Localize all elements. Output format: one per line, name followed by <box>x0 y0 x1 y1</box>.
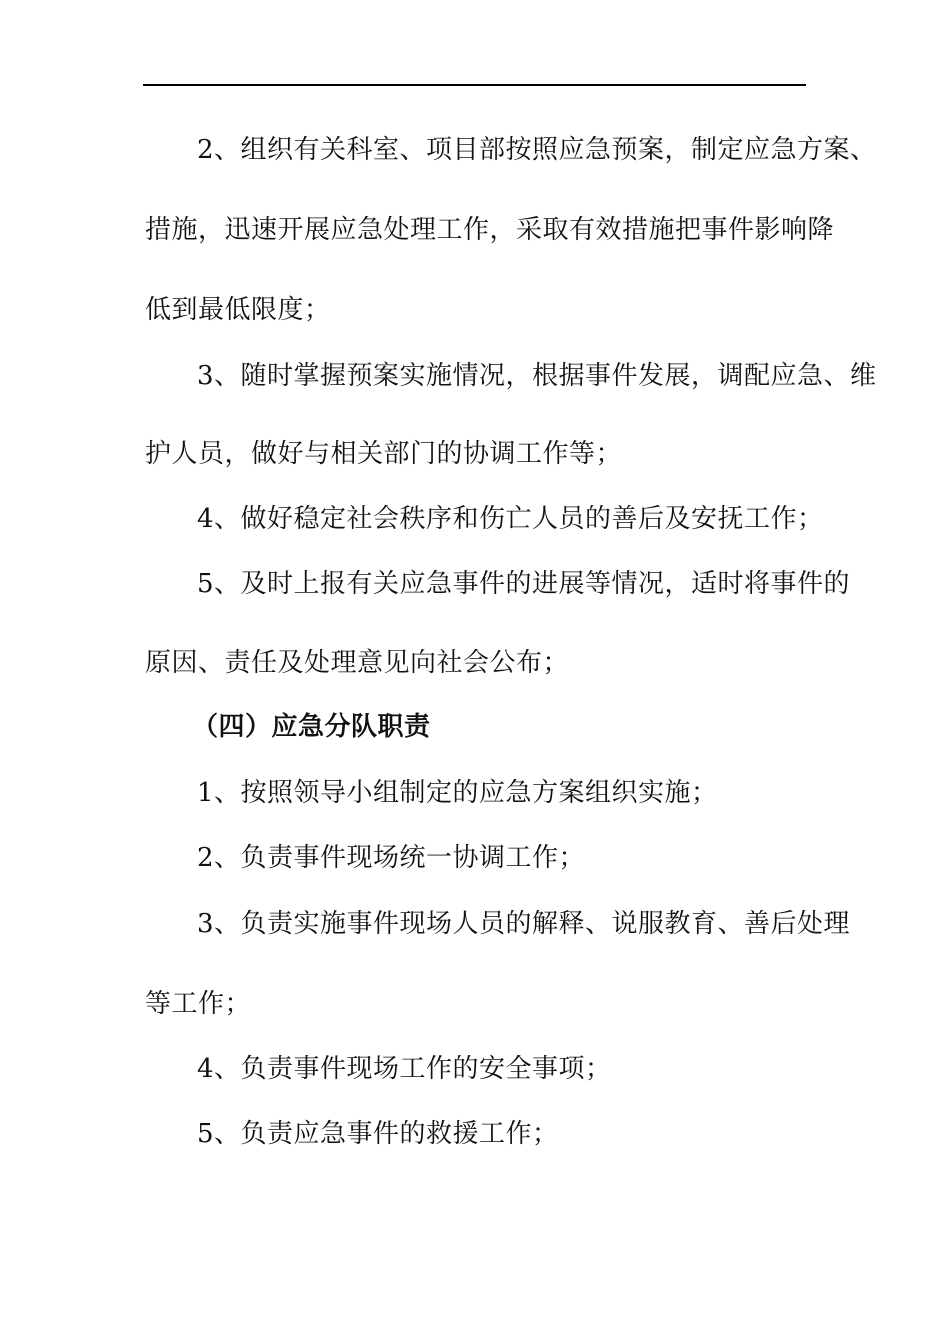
paragraph-line: 3、负责实施事件现场人员的解释、说服教育、善后处理 <box>197 909 851 939</box>
paragraph-line: 4、负责事件现场工作的安全事项； <box>197 1054 612 1084</box>
paragraph-line: 2、负责事件现场统一协调工作； <box>197 843 586 873</box>
paragraph-line: 4、做好稳定社会秩序和伤亡人员的善后及安抚工作； <box>197 504 824 534</box>
paragraph-line: 等工作； <box>145 989 252 1019</box>
paragraph-line: 2、组织有关科室、项目部按照应急预案，制定应急方案、 <box>197 135 877 165</box>
paragraph-line: 原因、责任及处理意见向社会公布； <box>145 648 570 678</box>
paragraph-line: 护人员，做好与相关部门的协调工作等； <box>145 439 623 469</box>
paragraph-line: 措施，迅速开展应急处理工作，采取有效措施把事件影响降 <box>145 215 835 245</box>
paragraph-line: 低到最低限度； <box>145 295 331 325</box>
paragraph-line: 3、随时掌握预案实施情况，根据事件发展，调配应急、维 <box>197 361 877 391</box>
header-rule <box>143 84 806 86</box>
paragraph-line: 1、按照领导小组制定的应急方案组织实施； <box>197 778 718 808</box>
section-heading: （四）应急分队职责 <box>192 712 431 742</box>
paragraph-line: 5、及时上报有关应急事件的进展等情况，适时将事件的 <box>197 569 851 599</box>
paragraph-line: 5、负责应急事件的救援工作； <box>197 1119 559 1149</box>
